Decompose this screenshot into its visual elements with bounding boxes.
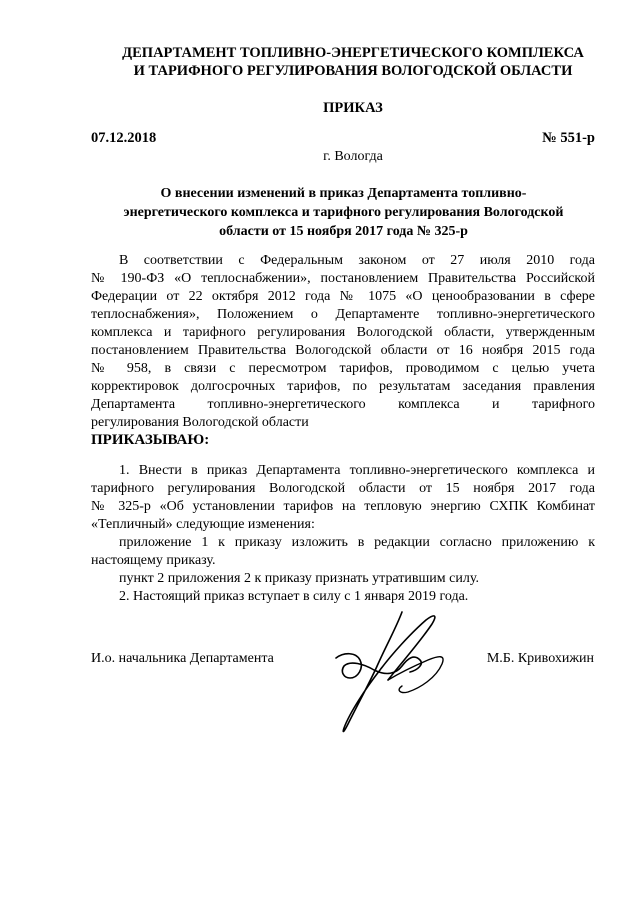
preamble-line: корректировок долгосрочных тарифов, по результатам заседания правления	[91, 379, 595, 394]
item-1-line: 1. Внести в приказ Департамента топливно-энергетического комплекса и	[119, 463, 595, 478]
item-1-line: «Тепличный» следующие изменения:	[91, 517, 315, 532]
preamble-line: Федерации от 22 октября 2012 года № 1075 «О ценообразовании в сфере	[91, 289, 595, 304]
document-subject	[100, 184, 587, 241]
order-word: ПРИКАЗЫВАЮ:	[91, 432, 210, 448]
sub-item-1-line: настоящему приказу.	[91, 553, 216, 568]
preamble-line: № 958, в связи с пересмотром тарифов, проводимом с целью учета	[91, 361, 595, 376]
item-1-line: № 325-р «Об установлении тарифов на тепловую энергию СХПК Комбинат	[91, 499, 595, 514]
preamble-line: В соответствии с Федеральным законом от 27 июля 2010 года	[119, 253, 595, 268]
document-city: г. Вологда	[323, 149, 383, 164]
document-number: № 551-р	[542, 130, 595, 146]
department-title-line-2: И ТАРИФНОГО РЕГУЛИРОВАНИЯ ВОЛОГОДСКОЙ ОБЛАСТИ	[133, 63, 573, 79]
preamble-line: № 190-ФЗ «О теплоснабжении», постановлением Правительства Российской	[91, 271, 595, 286]
item-1-line: тарифного регулирования Вологодской области от 15 ноября 2017 года	[91, 481, 595, 496]
preamble-line: комплекса и тарифного регулирования Вологодской области, утвержденным	[91, 325, 595, 340]
document-type: ПРИКАЗ	[323, 100, 383, 116]
preamble-line: регулирования Вологодской области	[91, 415, 309, 430]
document-date: 07.12.2018	[91, 130, 157, 146]
handwritten-signature	[330, 608, 460, 736]
preamble-line: постановлением Правительства Вологодской области от 16 ноября 2015 года	[91, 343, 595, 358]
item-2: 2. Настоящий приказ вступает в силу с 1 января 2019 года.	[119, 589, 469, 604]
preamble-line: теплоснабжения», Положением о Департаменте топливно-энергетического	[91, 307, 595, 322]
sub-item-1-line: приложение 1 к приказу изложить в редакции согласно приложению к	[119, 535, 595, 550]
subject-line-2: энергетического комплекса и тарифного регулирования Вологодской	[123, 205, 564, 220]
sub-item-2: пункт 2 приложения 2 к приказу признать утратившим силу.	[119, 571, 479, 586]
preamble-line: Департамента топливно-энергетического комплекса и тарифного	[91, 397, 595, 412]
subject-line-3: области от 15 ноября 2017 года № 325-р	[219, 224, 468, 239]
subject-line-1: О внесении изменений в приказ Департамента топливно-	[160, 186, 527, 201]
signatory-name: М.Б. Кривохижин	[486, 651, 594, 666]
signatory-position: И.о. начальника Департамента	[91, 651, 274, 666]
department-title-line-1: ДЕПАРТАМЕНТ ТОПЛИВНО-ЭНЕРГЕТИЧЕСКОГО КОМПЛЕКСА	[122, 45, 584, 61]
